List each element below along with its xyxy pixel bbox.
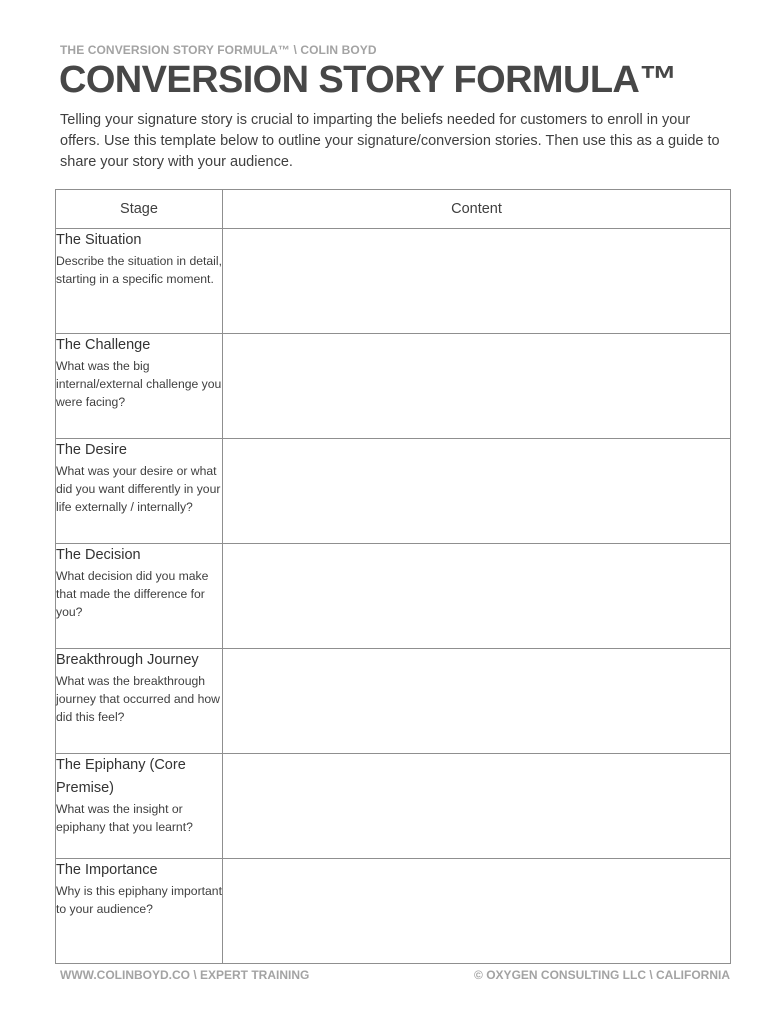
stage-description: What was the big internal/external challenge you were facing? — [56, 359, 222, 410]
stage-title: The Situation — [56, 232, 142, 248]
stage-cell — [56, 754, 223, 859]
content-input-cell[interactable] — [223, 439, 731, 544]
stage-title: The Decision — [56, 547, 141, 563]
stage-description: Why is this epiphany important to your audience? — [56, 884, 222, 917]
story-formula-table — [55, 189, 731, 964]
table-row-breakthrough-journey — [56, 649, 731, 754]
page-title: CONVERSION STORY FORMULA™ — [59, 59, 677, 101]
stage-title: Breakthrough Journey — [56, 652, 199, 668]
stage-description: What decision did you make that made the difference for you? — [56, 569, 209, 620]
content-input-cell[interactable] — [223, 859, 731, 964]
table-row-desire — [56, 439, 731, 544]
stage-title: The Importance — [56, 862, 158, 878]
stage-title: The Desire — [56, 442, 127, 458]
table-row-importance — [56, 859, 731, 964]
content-input-cell[interactable] — [223, 754, 731, 859]
table-row-epiphany — [56, 754, 731, 859]
content-column-header: Content — [223, 190, 731, 229]
content-input-cell[interactable] — [223, 544, 731, 649]
table-header-row — [56, 190, 731, 229]
content-input-cell[interactable] — [223, 229, 731, 334]
stage-cell — [56, 649, 223, 754]
stage-title: The Challenge — [56, 337, 151, 353]
stage-cell — [56, 229, 223, 334]
footer-copyright: © OXYGEN CONSULTING LLC \ CALIFORNIA — [474, 968, 730, 982]
table-row-challenge — [56, 334, 731, 439]
footer-website: WWW.COLINBOYD.CO \ EXPERT TRAINING — [60, 968, 310, 982]
stage-column-header: Stage — [56, 190, 223, 229]
stage-title: The Epiphany (Core Premise) — [56, 757, 186, 796]
stage-cell — [56, 334, 223, 439]
header-kicker: THE CONVERSION STORY FORMULA™ \ COLIN BOYD — [60, 43, 377, 57]
stage-description: Describe the situation in detail, starting in a specific moment. — [56, 254, 222, 287]
content-input-cell[interactable] — [223, 334, 731, 439]
stage-cell — [56, 439, 223, 544]
table-row-decision — [56, 544, 731, 649]
content-input-cell[interactable] — [223, 649, 731, 754]
stage-description: What was your desire or what did you want differently in your life externally / internally? — [56, 464, 221, 515]
stage-cell — [56, 859, 223, 964]
intro-paragraph: Telling your signature story is crucial to imparting the beliefs needed for customers to enroll in your offers. Use this template below to outline your signature/conversion stories. Then use this as a guide to share your story with your audience. — [60, 112, 720, 170]
table-row-situation — [56, 229, 731, 334]
stage-cell — [56, 544, 223, 649]
stage-description: What was the breakthrough journey that occurred and how did this feel? — [56, 674, 220, 725]
stage-description: What was the insight or epiphany that you learnt? — [56, 802, 193, 835]
